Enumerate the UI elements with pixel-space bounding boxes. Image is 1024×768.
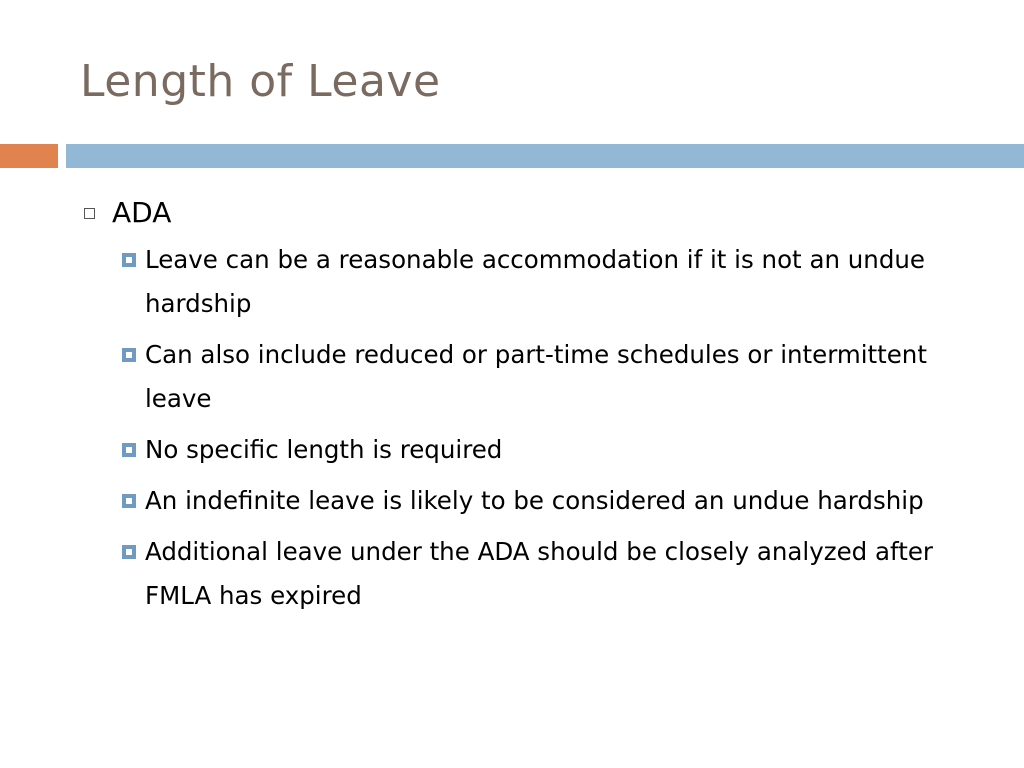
bullet-text: Can also include reduced or part-time schedules or intermittent leave <box>145 340 927 413</box>
slide-title: Length of Leave <box>80 56 441 107</box>
slide-content <box>84 194 984 625</box>
square-bullet-icon <box>122 494 136 508</box>
square-bullet-icon <box>122 253 136 267</box>
square-bullet-icon <box>122 348 136 362</box>
square-bullet-icon <box>122 443 136 457</box>
bullet-text: An indefinite leave is likely to be considered an undue hardship <box>145 486 924 515</box>
bullet-text: Additional leave under the ADA should be closely analyzed after FMLA has expired <box>145 537 933 610</box>
square-bullet-icon <box>122 545 136 559</box>
bullet-level2 <box>122 479 984 523</box>
bullet-text: Leave can be a reasonable accommodation if it is not an undue hardship <box>145 245 925 318</box>
bullet-level1 <box>84 194 984 232</box>
bullet-text: No specific length is required <box>145 435 503 464</box>
accent-bar-orange <box>0 144 58 168</box>
bullet-level1-text: ADA <box>112 196 172 229</box>
bullet-level2 <box>122 333 984 421</box>
bullet-level2 <box>122 530 984 618</box>
accent-bar-blue <box>66 144 1024 168</box>
hollow-square-icon <box>84 208 95 219</box>
bullet-level2 <box>122 238 984 326</box>
bullet-level2 <box>122 428 984 472</box>
